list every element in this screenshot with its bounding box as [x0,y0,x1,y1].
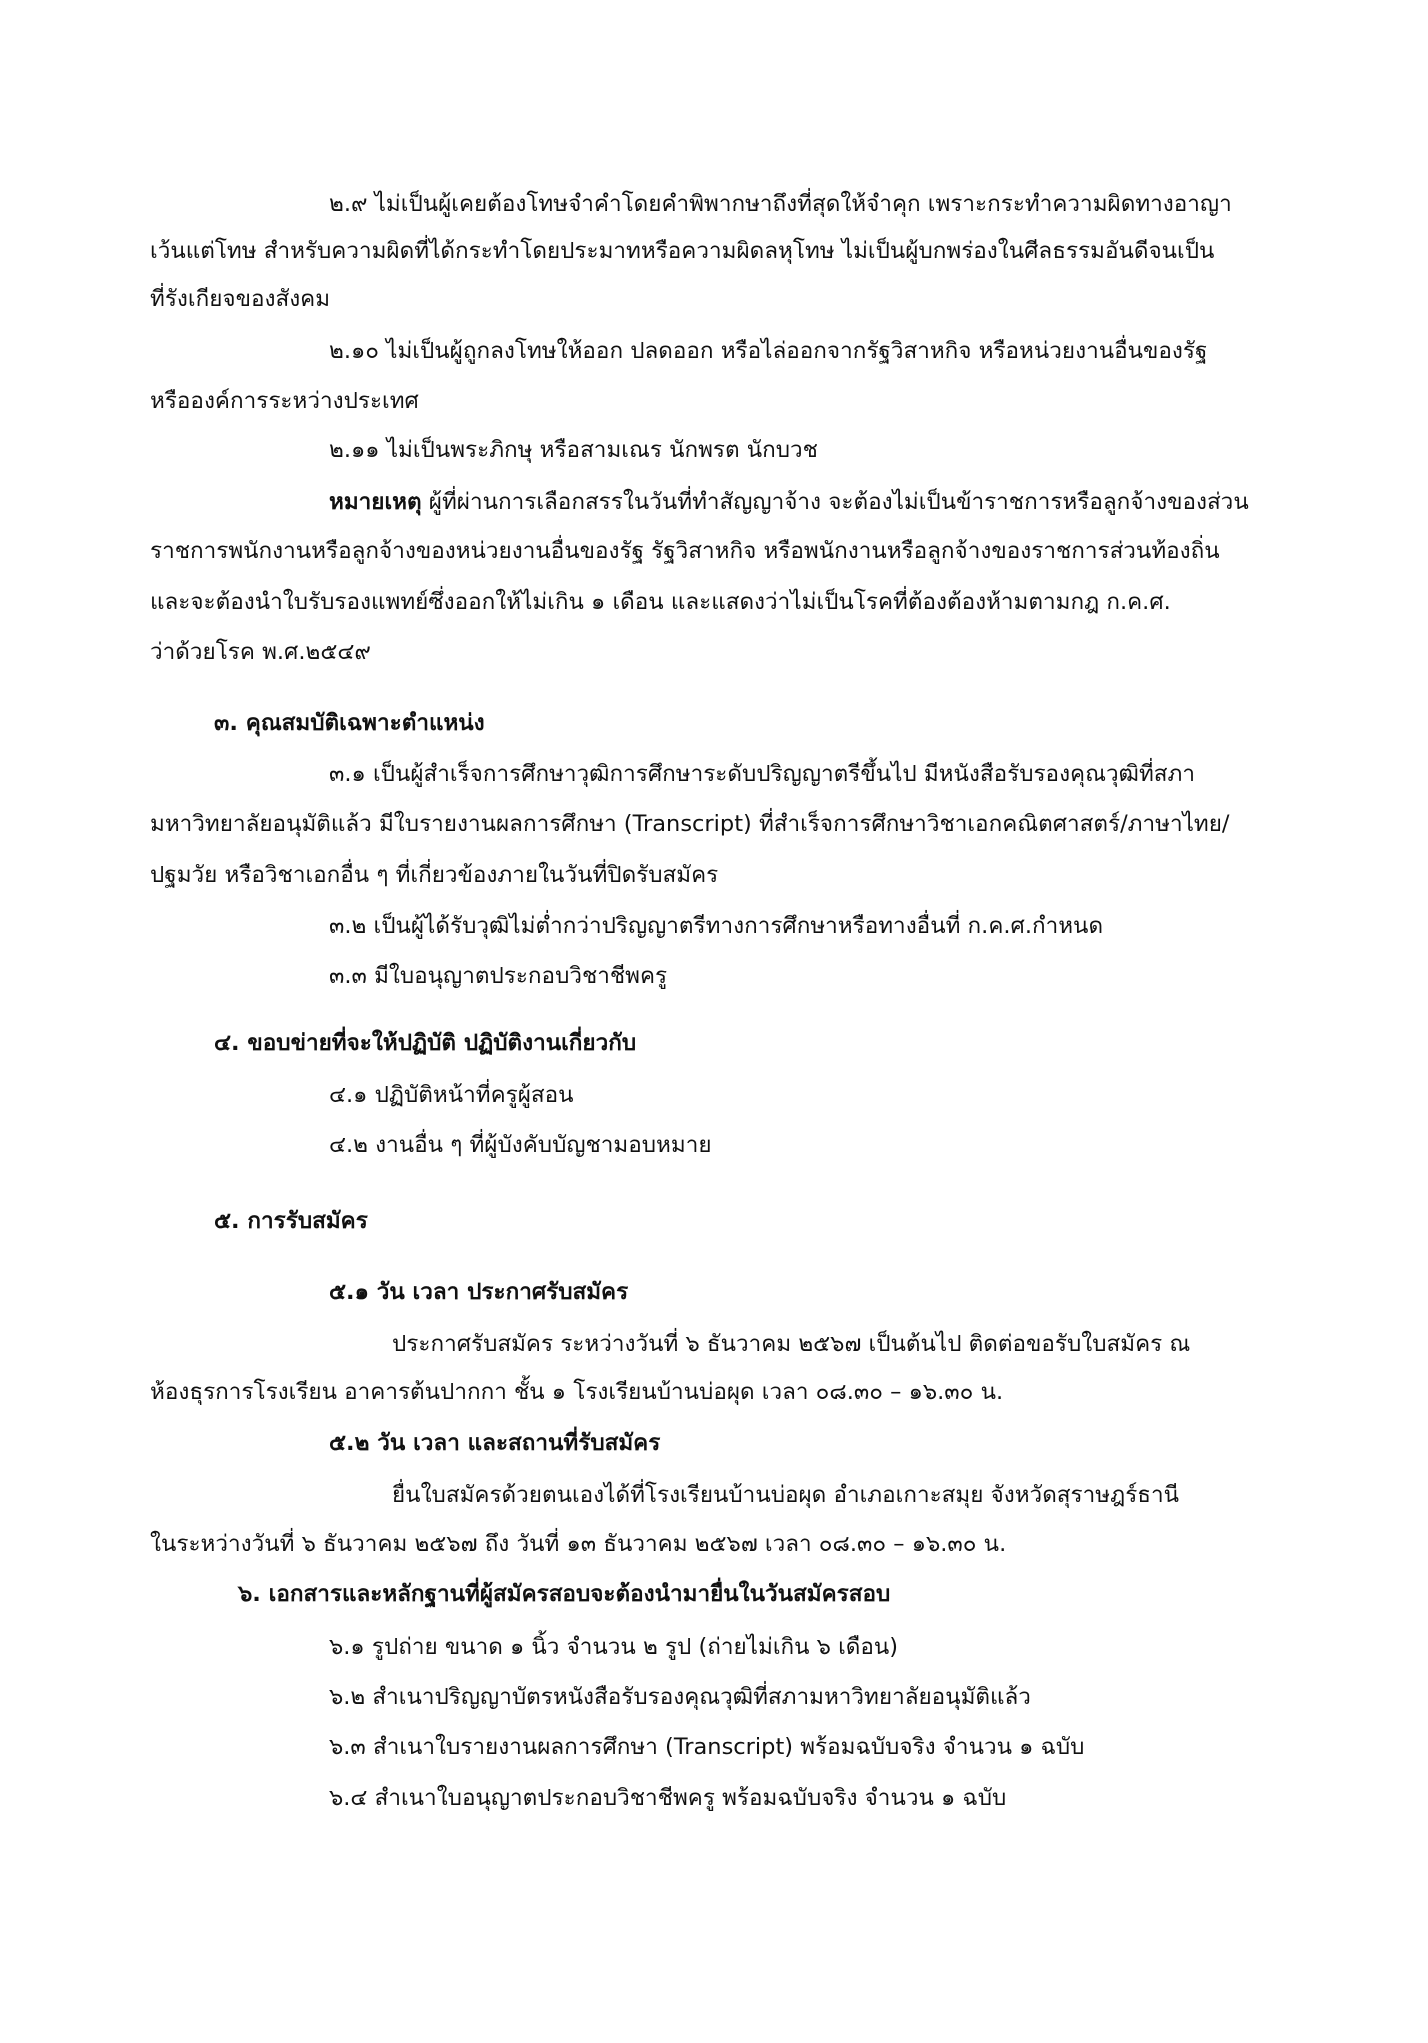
item-6-3: ๖.๓ สำเนาใบรายงานผลการศึกษา (Transcript) พร้อมฉบับจริง จำนวน ๑ ฉบับ [329,1734,1085,1760]
item-2-9-line-1: ๒.๙ ไม่เป็นผู้เคยต้องโทษจำคำโดยคำพิพากษาถึงที่สุดให้จำคุก เพราะกระทำความผิดทางอาญา [329,191,1232,217]
item-5-2-heading: ๕.๒ วัน เวลา และสถานที่รับสมัคร [329,1430,661,1456]
item-2-10-line-1: ๒.๑๐ ไม่เป็นผู้ถูกลงโทษให้ออก ปลดออก หรือไล่ออกจากรัฐวิสาหกิจ หรือหน่วยงานอื่นของรัฐ [329,338,1208,364]
note-line-4: ว่าด้วยโรค พ.ศ.๒๕๔๙ [150,639,371,665]
item-2-11: ๒.๑๑ ไม่เป็นพระภิกษุ หรือสามเณร นักพรต นักบวช [329,437,818,463]
item-5-2-line-1: ยื่นใบสมัครด้วยตนเองได้ที่โรงเรียนบ้านบ่อผุด อำเภอเกาะสมุย จังหวัดสุราษฎร์ธานี [392,1482,1180,1508]
item-3-1-line-3: ปฐมวัย หรือวิชาเอกอื่น ๆ ที่เกี่ยวข้องภายในวันที่ปิดรับสมัคร [150,862,719,888]
item-3-1-line-2: มหาวิทยาลัยอนุมัติแล้ว มีใบรายงานผลการศึกษา (Transcript) ที่สำเร็จการศึกษาวิชาเอกคณิตศาสตร์/ภาษาไทย/ [150,811,1230,837]
item-3-2: ๓.๒ เป็นผู้ได้รับวุฒิไม่ต่ำกว่าปริญญาตรีทางการศึกษาหรือทางอื่นที่ ก.ค.ศ.กำหนด [329,913,1104,939]
section-6-heading: ๖. เอกสารและหลักฐานที่ผู้สมัครสอบจะต้องนำมายื่นในวันสมัครสอบ [238,1581,891,1607]
note-line-2: ราชการพนักงานหรือลูกจ้างของหน่วยงานอื่นของรัฐ รัฐวิสาหกิจ หรือพนักงานหรือลูกจ้างของราชการส่วนท้องถิ่น [150,538,1220,564]
item-5-1-line-1: ประกาศรับสมัคร ระหว่างวันที่ ๖ ธันวาคม ๒๕๖๗ เป็นต้นไป ติดต่อขอรับใบสมัคร ณ [392,1331,1191,1357]
note-line-1 [329,484,1249,520]
section-3-heading: ๓. คุณสมบัติเฉพาะตำแหน่ง [214,710,485,736]
item-5-1-heading: ๕.๑ วัน เวลา ประกาศรับสมัคร [329,1279,629,1305]
note-line-3: และจะต้องนำใบรับรองแพทย์ซึ่งออกให้ไม่เกิน ๑ เดือน และแสดงว่าไม่เป็นโรคที่ต้องต้องห้ามตามกฎ ก.ค.ศ. [150,589,1171,615]
item-4-2: ๔.๒ งานอื่น ๆ ที่ผู้บังคับบัญชามอบหมาย [329,1132,712,1158]
item-2-10-line-2: หรือองค์การระหว่างประเทศ [150,388,419,414]
note-label: หมายเหตุ [329,489,422,515]
item-3-3: ๓.๓ มีใบอนุญาตประกอบวิชาชีพครู [329,963,668,989]
item-4-1: ๔.๑ ปฏิบัติหน้าที่ครูผู้สอน [329,1082,574,1108]
section-5-heading: ๕. การรับสมัคร [214,1208,368,1234]
note-text: ผู้ที่ผ่านการเลือกสรรในวันที่ทำสัญญาจ้าง จะต้องไม่เป็นข้าราชการหรือลูกจ้างของส่วน [421,489,1249,515]
item-2-9-line-2: เว้นแต่โทษ สำหรับความผิดที่ได้กระทำโดยประมาทหรือความผิดลหุโทษ ไม่เป็นผู้บกพร่องในศีลธรรมอันดีจนเป็น [150,238,1215,264]
item-2-9-line-3: ที่รังเกียจของสังคม [150,286,331,312]
item-6-4: ๖.๔ สำเนาใบอนุญาตประกอบวิชาชีพครู พร้อมฉบับจริง จำนวน ๑ ฉบับ [329,1785,1007,1811]
item-5-2-line-2: ในระหว่างวันที่ ๖ ธันวาคม ๒๕๖๗ ถึง วันที่ ๑๓ ธันวาคม ๒๕๖๗ เวลา ๐๘.๓๐ – ๑๖.๓๐ น. [150,1531,1007,1557]
item-6-1: ๖.๑ รูปถ่าย ขนาด ๑ นิ้ว จำนวน ๒ รูป (ถ่ายไม่เกิน ๖ เดือน) [329,1634,899,1660]
item-3-1-line-1: ๓.๑ เป็นผู้สำเร็จการศึกษาวุฒิการศึกษาระดับปริญญาตรีขึ้นไป มีหนังสือรับรองคุณวุฒิที่สภา [329,761,1195,787]
section-4-heading: ๔. ขอบข่ายที่จะให้ปฏิบัติ ปฏิบัติงานเกี่ยวกับ [214,1030,637,1056]
item-5-1-line-2: ห้องธุรการโรงเรียน อาคารต้นปากกา ชั้น ๑ โรงเรียนบ้านบ่อผุด เวลา ๐๘.๓๐ – ๑๖.๓๐ น. [150,1379,1004,1405]
item-6-2: ๖.๒ สำเนาปริญญาบัตรหนังสือรับรองคุณวุฒิที่สภามหาวิทยาลัยอนุมัติแล้ว [329,1684,1031,1710]
